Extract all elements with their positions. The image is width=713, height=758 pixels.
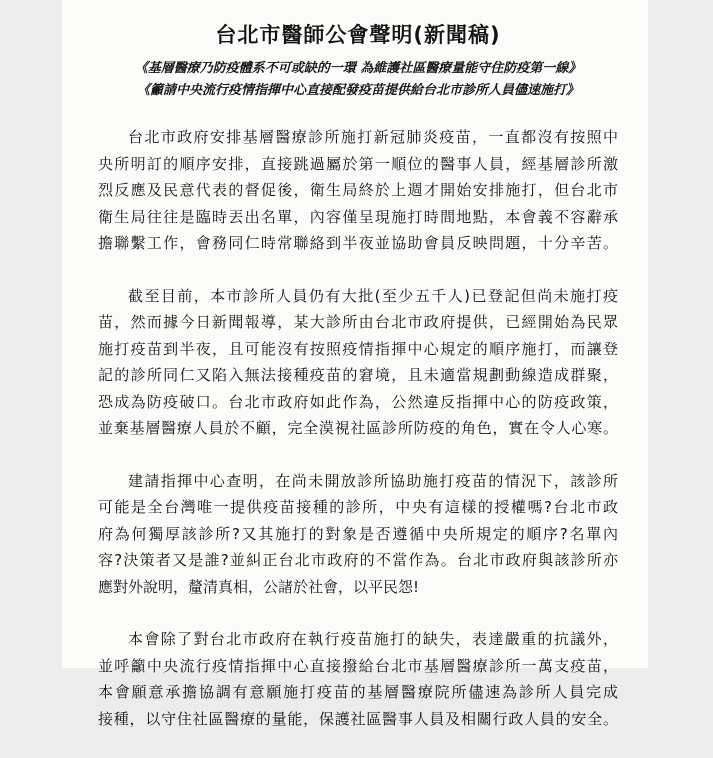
paragraph-line: 苗，然而據今日新聞報導，某大診所由台北市政府提供，已經開始為民眾 (98, 313, 618, 331)
paragraph-1 (98, 124, 618, 257)
paragraph-2 (98, 283, 618, 442)
paragraph-line: 並呼籲中央流行疫情指揮中心直接撥給台北市基層醫療診所一萬支疫苗， (98, 656, 618, 675)
paragraph-line: 接種，以守住社區醫療的量能，保護社區醫事人員及相關行政人員的安全。 (98, 709, 618, 728)
paragraph-line: 台北市政府安排基層醫療診所施打新冠肺炎疫苗，一直都沒有按照中 (128, 128, 618, 146)
subtitle-2: 《籲請中央流行疫情指揮中心直接配發疫苗提供給台北市診所人員儘速施打》 (136, 83, 579, 98)
paragraph-line: 府為何獨厚該診所?又其施打的對象是否遵循中央所規定的順序?名單內 (98, 524, 618, 543)
paragraph-line: 本會除了對台北市政府在執行疫苗施打的缺失，表達嚴重的抗議外， (128, 630, 618, 648)
paragraph-line: 容?決策者又是誰?並糾正台北市政府的不當作為。台北市政府與該診所亦 (98, 551, 618, 569)
paragraph-4 (98, 626, 618, 732)
paragraph-line: 並棄基層醫療人員於不顧，完全漠視社區診所防疫的角色，實在令人心寒。 (98, 419, 618, 437)
document-title: 台北市醫師公會聲明(新聞稿) (215, 23, 501, 47)
paragraph-line: 應對外說明，釐清真相，公諸於社會，以平民怨! (98, 577, 420, 596)
paragraph-line: 衛生局往往是臨時丟出名單，內容僅呈現施打時間地點，本會義不容辭承 (98, 207, 618, 226)
subtitle-1: 《基層醫療乃防疫體系不可或缺的一環 為維護社區醫療量能守住防疫第一線》 (134, 61, 582, 76)
paragraph-line: 恐成為防疫破口。台北市政府如此作為，公然違反指揮中心的防疫政策， (98, 392, 618, 411)
paragraph-line: 可能是全台灣唯一提供疫苗接種的診所，中央有這樣的授權嗎?台北市政 (98, 498, 618, 516)
paragraph-line: 建請指揮中心查明，在尚未開放診所協助施打疫苗的情況下，該診所 (128, 471, 618, 490)
paragraph-3 (98, 468, 618, 601)
paragraph-line: 擔聯繫工作，會務同仁時常聯絡到半夜並協助會員反映問題，十分辛苦。 (98, 234, 618, 252)
paragraph-line: 記的診所同仁又陷入無法接種疫苗的窘境，且未適當規劃動線造成群聚， (98, 366, 618, 384)
paragraph-line: 烈反應及民意代表的督促後，衛生局終於上週才開始安排施打，但台北市 (98, 181, 618, 199)
press-release (98, 20, 618, 758)
paragraph-line: 本會願意承擔協調有意願施打疫苗的基層醫療院所儘速為診所人員完成 (98, 683, 618, 701)
paragraph-line: 截至目前，本市診所人員仍有大批(至少五千人)已登記但尚未施打疫 (128, 286, 618, 305)
paragraph-line: 施打疫苗到半夜，且可能沒有按照疫情指揮中心規定的順序施打，而讓登 (98, 339, 618, 358)
document-body (98, 124, 618, 732)
paragraph-line: 央所明訂的順序安排，直接跳過屬於第一順位的醫事人員，經基層診所激 (98, 154, 618, 173)
